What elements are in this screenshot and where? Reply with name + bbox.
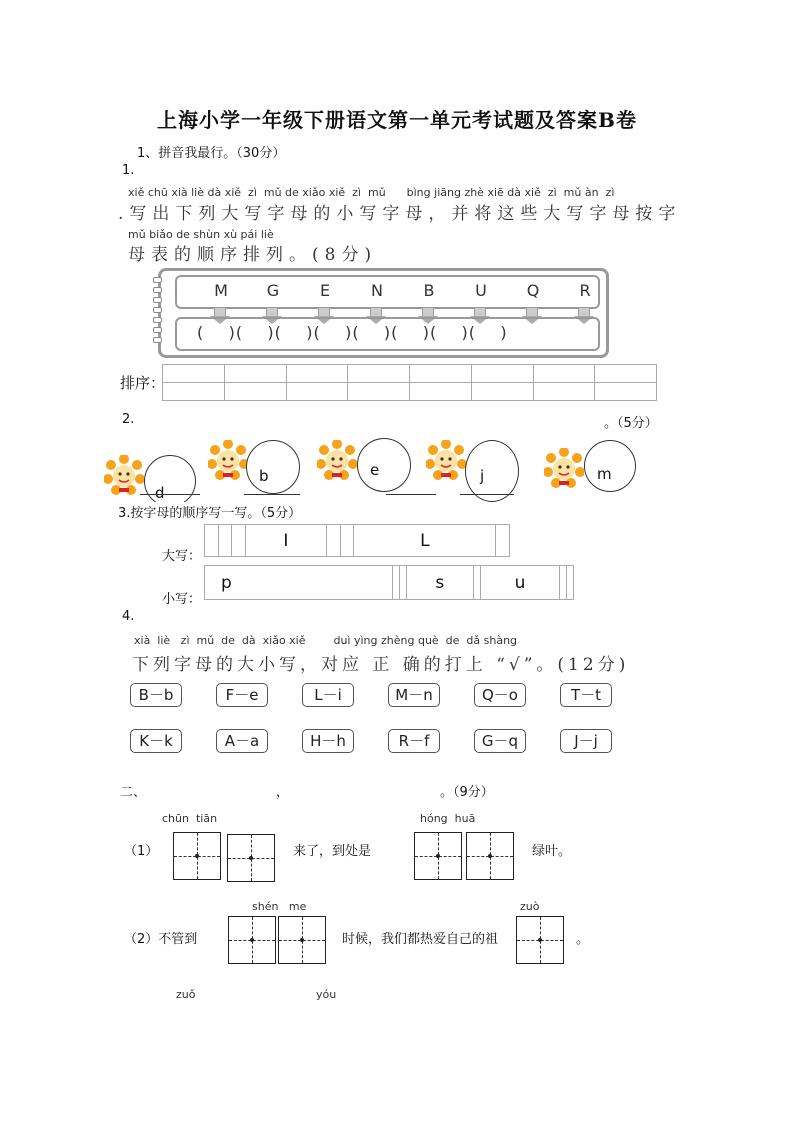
letter-circle — [357, 438, 411, 492]
binder-ring — [153, 297, 162, 303]
grid-cell[interactable] — [533, 383, 595, 401]
letter-pair-box[interactable]: J－j — [560, 729, 612, 753]
tianzige-box[interactable] — [516, 916, 564, 964]
pinyin-you-bottom: yóu — [316, 988, 337, 1001]
letter-pair-box[interactable]: F－e — [216, 683, 268, 707]
grid-cell[interactable]: L — [354, 525, 496, 557]
lower-grid — [204, 565, 574, 600]
down-arrow-icon — [266, 307, 278, 316]
item1-end: 绿叶。 — [532, 844, 572, 859]
order-label: 排序： — [120, 374, 166, 392]
circle-letter: d — [155, 484, 165, 502]
tianzige-box[interactable] — [173, 832, 221, 880]
q4-text: 下列字母的大小写，对应 正 确的打上 “√”。(12分) — [132, 655, 630, 675]
tianzige-box[interactable] — [414, 832, 462, 880]
grid-cell[interactable] — [327, 525, 341, 557]
grid-cell[interactable] — [471, 365, 533, 383]
q4-pinyin: xià liè zì mǔ de dà xiǎo xiě duì yìng zhèng què de dǎ shàng — [134, 634, 518, 647]
grid-cell[interactable] — [473, 566, 480, 600]
circle-letter: j — [480, 467, 485, 485]
section2-score: 。（9分） — [440, 785, 494, 800]
letter-pair-box[interactable]: L－i — [302, 683, 354, 707]
q1-number: 1. — [122, 163, 135, 178]
letter-circle — [246, 440, 300, 494]
q1-text-line2: 母表的顺序排列。(8分) — [128, 245, 378, 265]
page-title: 上海小学一年级下册语文第一单元考试题及答案B卷 — [157, 108, 637, 132]
sunflower-icon — [426, 440, 466, 480]
binder-ring — [153, 337, 162, 343]
sunflower-icon — [104, 455, 144, 495]
item1-middle: 来了，到处是 — [293, 844, 372, 859]
letter-pair-box[interactable]: M－n — [388, 683, 440, 707]
answer-line[interactable] — [386, 494, 436, 495]
letter-circle — [465, 440, 519, 502]
section2-comma: ， — [276, 785, 290, 800]
circle-letter: e — [370, 461, 380, 479]
down-arrow-icon — [526, 307, 538, 316]
capital-letter: M — [214, 281, 228, 300]
letter-circle — [584, 440, 636, 492]
down-arrow-icon — [474, 307, 486, 316]
grid-cell[interactable] — [471, 383, 533, 401]
grid-cell[interactable] — [348, 365, 410, 383]
grid-cell[interactable] — [560, 566, 567, 600]
q4-number: 4. — [122, 609, 135, 624]
q2-score: 。（5分） — [604, 416, 658, 431]
tianzige-box[interactable] — [278, 916, 326, 964]
down-arrow-icon — [214, 307, 226, 316]
letter-pair-box[interactable]: H－h — [302, 729, 354, 753]
down-arrow-icon — [578, 307, 590, 316]
section1-heading: 1、拼音我最行。（30分） — [137, 146, 286, 161]
letter-pair-box[interactable]: B－b — [130, 683, 182, 707]
answer-line[interactable] — [140, 494, 200, 495]
grid-cell[interactable] — [567, 566, 574, 600]
item2-middle: 时候，我们都热爱自己的祖 — [342, 932, 499, 947]
sunflower-icon — [317, 440, 357, 480]
tianzige-box[interactable] — [228, 916, 276, 964]
pinyin-zuo: zuò — [520, 900, 540, 913]
letter-pair-box[interactable]: Q－o — [474, 683, 526, 707]
grid-cell[interactable] — [163, 365, 225, 383]
grid-cell[interactable] — [232, 525, 246, 557]
q1-pinyin-line2: mǔ biǎo de shùn xù pái liè — [128, 228, 274, 241]
pinyin-honghua: hóng huā — [420, 812, 476, 825]
grid-cell[interactable]: s — [406, 566, 473, 600]
answer-row — [175, 317, 600, 351]
grid-cell[interactable] — [410, 365, 472, 383]
item1-label: （1） — [124, 844, 159, 859]
q3-label: 3.按字母的顺序写一写。（5分） — [118, 502, 301, 521]
answer-line[interactable] — [460, 494, 514, 495]
letter-circle — [144, 455, 196, 507]
item2-label: （2）不管到 — [124, 932, 198, 947]
grid-cell[interactable] — [400, 566, 407, 600]
answer-parens[interactable]: ( )( )( )( )( )( )( )( ) — [197, 323, 508, 342]
q1-text-line1: .写出下列大写字母的小写字母，并将这些大写字母按字 — [118, 204, 682, 224]
pinyin-chuntian: chūn tiān — [162, 812, 218, 825]
letter-pair-box[interactable]: G－q — [474, 729, 526, 753]
letter-pair-box[interactable]: K－k — [130, 729, 182, 753]
grid-cell[interactable] — [533, 365, 595, 383]
letter-pair-box[interactable]: T－t — [560, 683, 612, 707]
capital-letter: G — [266, 281, 280, 300]
letter-pair-box[interactable]: R－f — [388, 729, 440, 753]
pinyin-shenme: shén me — [252, 900, 307, 913]
binder-ring — [153, 317, 162, 323]
binder-ring — [153, 277, 162, 283]
grid-cell[interactable] — [224, 383, 286, 401]
letters-panel — [158, 268, 609, 358]
down-arrow-icon — [370, 307, 382, 316]
capital-letter: B — [423, 281, 435, 300]
grid-cell[interactable]: I — [245, 525, 327, 557]
order-grid — [162, 364, 657, 401]
tianzige-box[interactable] — [227, 834, 275, 882]
item2-end: 。 — [576, 932, 590, 947]
circle-letter: m — [597, 465, 612, 483]
grid-cell[interactable]: p — [205, 566, 393, 600]
lower-label: 小写： — [162, 592, 202, 607]
grid-cell[interactable] — [224, 365, 286, 383]
down-arrow-icon — [318, 307, 330, 316]
capital-letter: Q — [526, 281, 540, 300]
grid-cell[interactable] — [340, 525, 354, 557]
grid-cell[interactable] — [496, 525, 510, 557]
grid-cell[interactable] — [286, 383, 348, 401]
binder-ring — [153, 307, 162, 313]
sunflower-icon — [208, 440, 248, 480]
grid-cell[interactable] — [286, 365, 348, 383]
capital-letter: E — [319, 281, 331, 300]
answer-line[interactable] — [244, 494, 300, 495]
grid-cell[interactable] — [595, 365, 657, 383]
grid-cell[interactable] — [218, 525, 232, 557]
upper-label: 大写： — [162, 549, 202, 564]
upper-grid — [204, 524, 510, 557]
pinyin-zuo-bottom: zuǒ — [176, 988, 196, 1001]
grid-cell[interactable] — [410, 383, 472, 401]
q2-number: 2. — [122, 412, 135, 427]
tianzige-box[interactable] — [466, 832, 514, 880]
capital-letter: N — [371, 281, 383, 300]
letters-row — [175, 275, 600, 309]
circle-letter: b — [259, 467, 269, 485]
section2-heading: 二、 — [120, 785, 147, 800]
binder-ring — [153, 287, 162, 293]
q1-pinyin-line1: xiě chū xià liè dà xiě zì mǔ de xiǎo xiě zì mǔ bìng jiāng zhè xiē dà xiě zì mǔ àn zì — [128, 186, 615, 199]
grid-cell[interactable] — [595, 383, 657, 401]
binder-ring — [153, 327, 162, 333]
letter-pair-box[interactable]: A－a — [216, 729, 268, 753]
capital-letter: U — [475, 281, 487, 300]
grid-cell[interactable] — [205, 525, 219, 557]
capital-letter: R — [579, 281, 591, 300]
grid-cell[interactable] — [348, 383, 410, 401]
sunflower-icon — [544, 448, 584, 488]
down-arrow-icon — [422, 307, 434, 316]
grid-cell[interactable] — [393, 566, 400, 600]
grid-cell[interactable] — [163, 383, 225, 401]
grid-cell[interactable]: u — [480, 566, 560, 600]
